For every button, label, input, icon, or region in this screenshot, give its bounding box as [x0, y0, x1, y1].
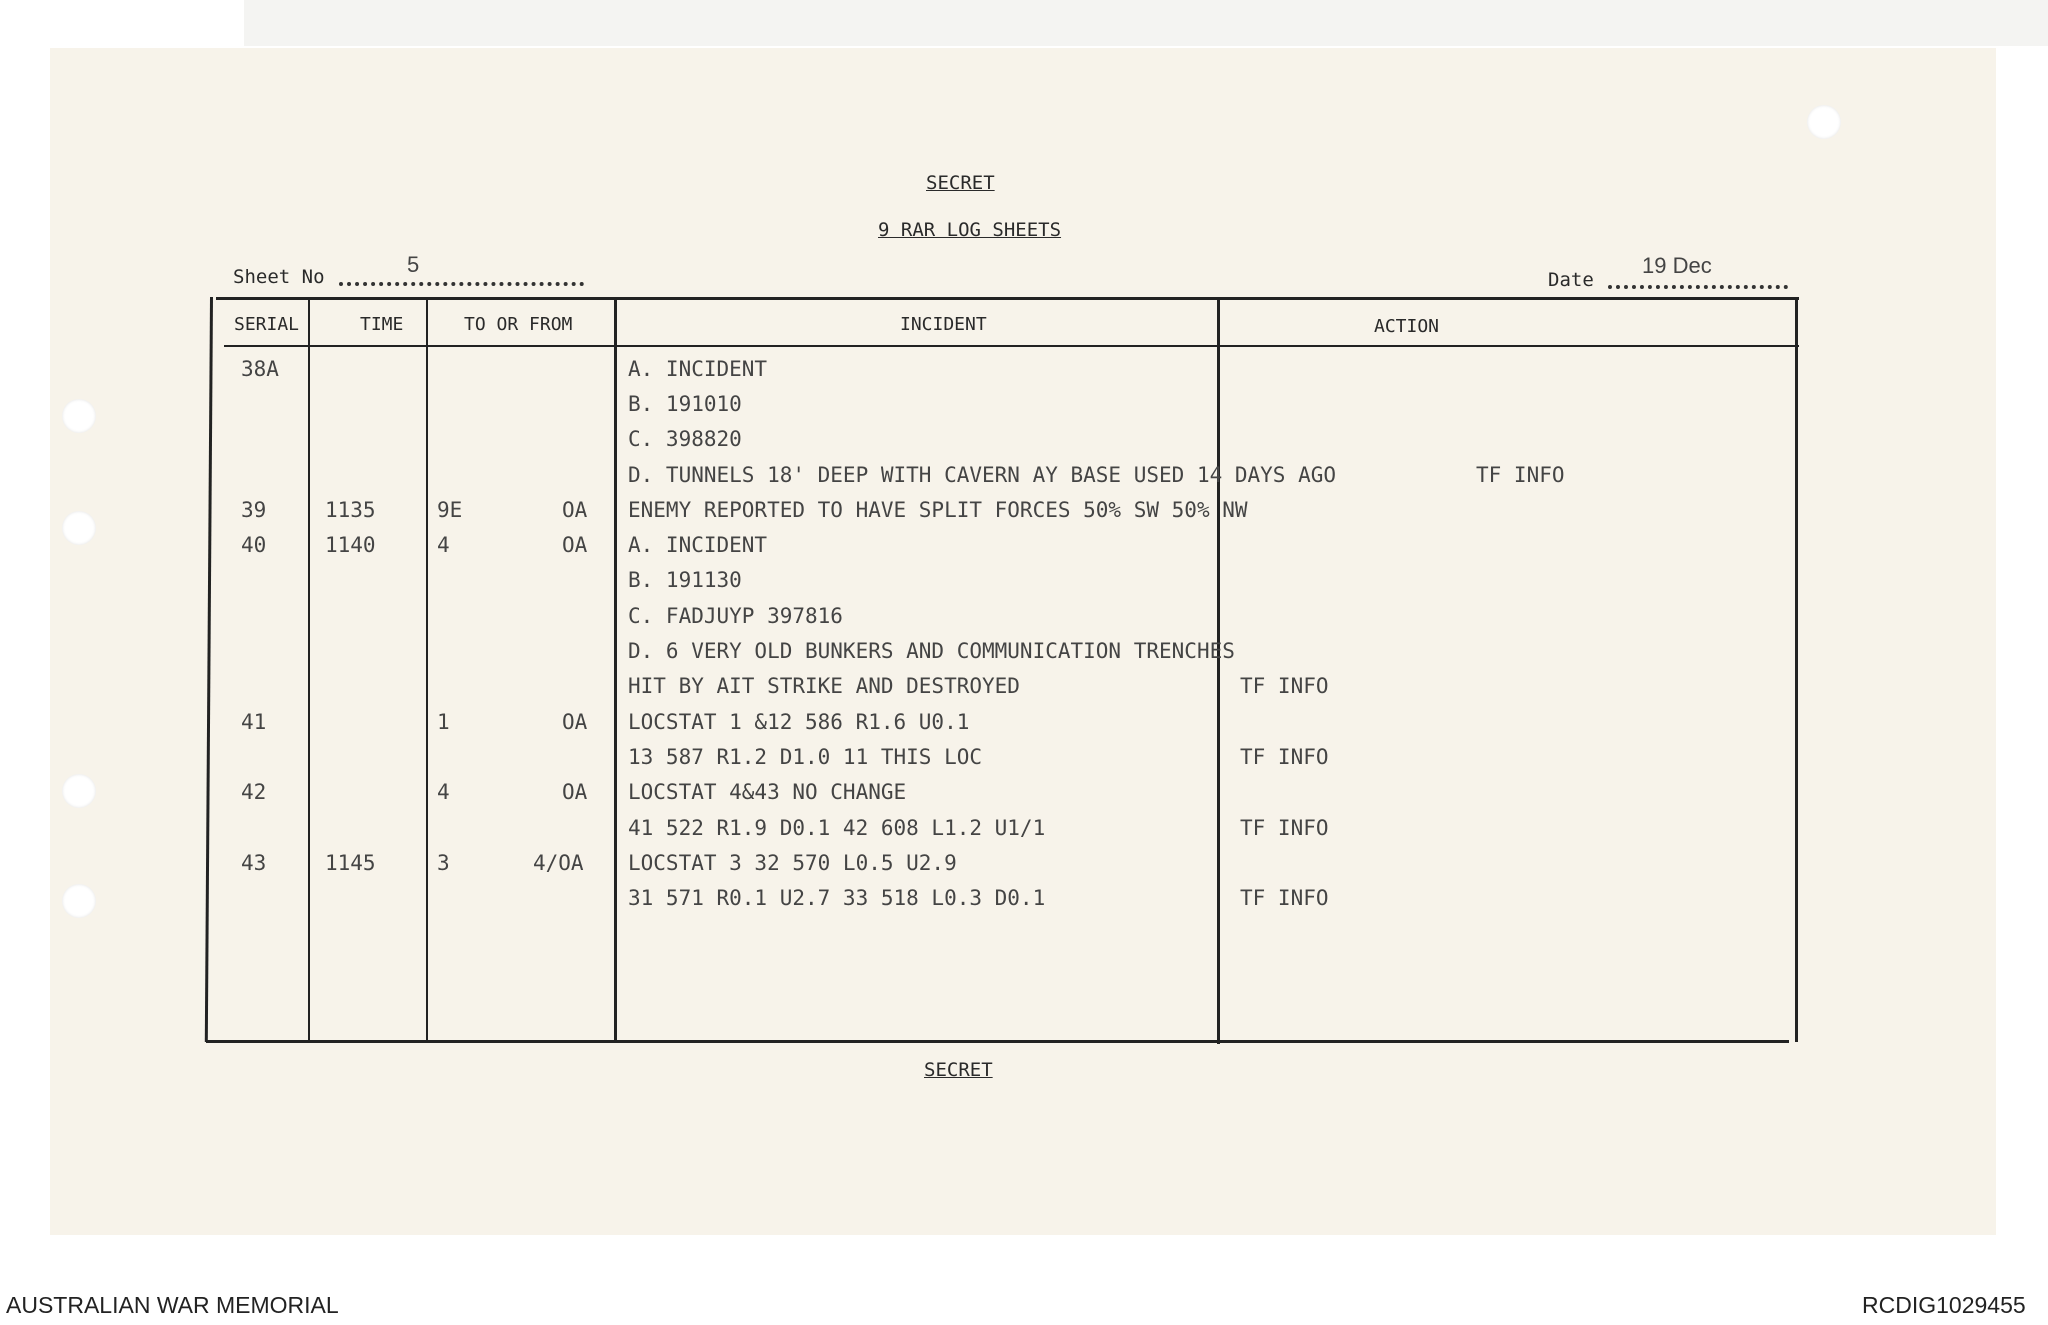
column-divider-serial-time [308, 297, 310, 1042]
punch-hole [1807, 105, 1841, 139]
cell-serial: 38A [241, 357, 279, 381]
cell-incident: A. INCIDENT [628, 533, 768, 557]
cell-incident: B. 191130 [628, 568, 742, 592]
cell-incident: D. TUNNELS 18' DEEP WITH CAVERN AY BASE USED 14 DAYS AGO [628, 463, 1337, 487]
cell-incident: D. 6 VERY OLD BUNKERS AND COMMUNICATION TRENCHES [628, 639, 1235, 663]
date-dotted-line [1608, 285, 1788, 289]
cell-incident: B. 191010 [628, 392, 742, 416]
cell-from: OA [562, 498, 588, 522]
cell-incident: 31 571 R0.1 U2.7 33 518 L0.3 D0.1 [628, 886, 1046, 910]
column-header-action: ACTION [1374, 316, 1440, 337]
table-header-rule [224, 345, 1799, 347]
cell-serial: 42 [241, 780, 267, 804]
cell-to: 4 [437, 533, 450, 557]
sheet-number-value: 5 [407, 252, 420, 277]
scan-background-strip [244, 0, 2048, 46]
cell-action: TF INFO [1240, 745, 1329, 769]
punch-hole [62, 511, 96, 545]
cell-incident: LOCSTAT 3 32 570 L0.5 U2.9 [628, 851, 957, 875]
archive-record-id: RCDIG1029455 [1862, 1292, 2026, 1318]
cell-incident: 41 522 R1.9 D0.1 42 608 L1.2 U1/1 [628, 816, 1046, 840]
date-label: Date [1548, 269, 1594, 291]
column-divider-incident-action [1217, 299, 1220, 1044]
cell-from: OA [562, 780, 588, 804]
cell-to: 4 [437, 780, 450, 804]
cell-incident: C. FADJUYP 397816 [628, 604, 843, 628]
table-border-right [1795, 299, 1798, 1042]
classification-bottom: SECRET [924, 1059, 993, 1081]
cell-time: 1140 [325, 533, 376, 557]
cell-from: 4/OA [533, 851, 584, 875]
cell-incident: C. 398820 [628, 427, 742, 451]
column-header-time: TIME [360, 314, 404, 335]
cell-incident: ENEMY REPORTED TO HAVE SPLIT FORCES 50% SW 50% NW [628, 498, 1248, 522]
archive-credit: AUSTRALIAN WAR MEMORIAL [6, 1292, 339, 1318]
cell-to: 3 [437, 851, 450, 875]
cell-action: TF INFO [1476, 463, 1565, 487]
cell-time: 1135 [325, 498, 376, 522]
cell-incident: LOCSTAT 4&43 NO CHANGE [628, 780, 907, 804]
cell-from: OA [562, 533, 588, 557]
cell-incident: HIT BY AIT STRIKE AND DESTROYED [628, 674, 1020, 698]
punch-hole [62, 399, 96, 433]
column-header-incident: INCIDENT [900, 314, 987, 335]
cell-action: TF INFO [1240, 674, 1329, 698]
cell-serial: 43 [241, 851, 267, 875]
table-border-bottom [206, 1040, 1789, 1043]
column-divider-time-toorfrom [426, 297, 428, 1042]
column-header-serial: SERIAL [234, 314, 300, 335]
cell-action: TF INFO [1240, 886, 1329, 910]
sheet-number-label: Sheet No [233, 266, 325, 288]
table-border-top [216, 297, 1799, 300]
cell-from: OA [562, 710, 588, 734]
cell-serial: 41 [241, 710, 267, 734]
column-divider-toorfrom-incident [614, 297, 617, 1042]
page-title: 9 RAR LOG SHEETS [878, 219, 1062, 241]
cell-action: TF INFO [1240, 816, 1329, 840]
cell-incident: A. INCIDENT [628, 357, 768, 381]
column-header-to-or-from: TO OR FROM [464, 314, 573, 335]
cell-serial: 39 [241, 498, 267, 522]
punch-hole [62, 774, 96, 808]
cell-incident: LOCSTAT 1 &12 586 R1.6 U0.1 [628, 710, 970, 734]
punch-hole [62, 884, 96, 918]
classification-top: SECRET [926, 172, 995, 194]
date-value: 19 Dec [1642, 253, 1712, 278]
sheet-number-dotted-line [339, 282, 584, 286]
cell-to: 1 [437, 710, 450, 734]
cell-serial: 40 [241, 533, 267, 557]
cell-to: 9E [437, 498, 463, 522]
cell-time: 1145 [325, 851, 376, 875]
cell-incident: 13 587 R1.2 D1.0 11 THIS LOC [628, 745, 983, 769]
